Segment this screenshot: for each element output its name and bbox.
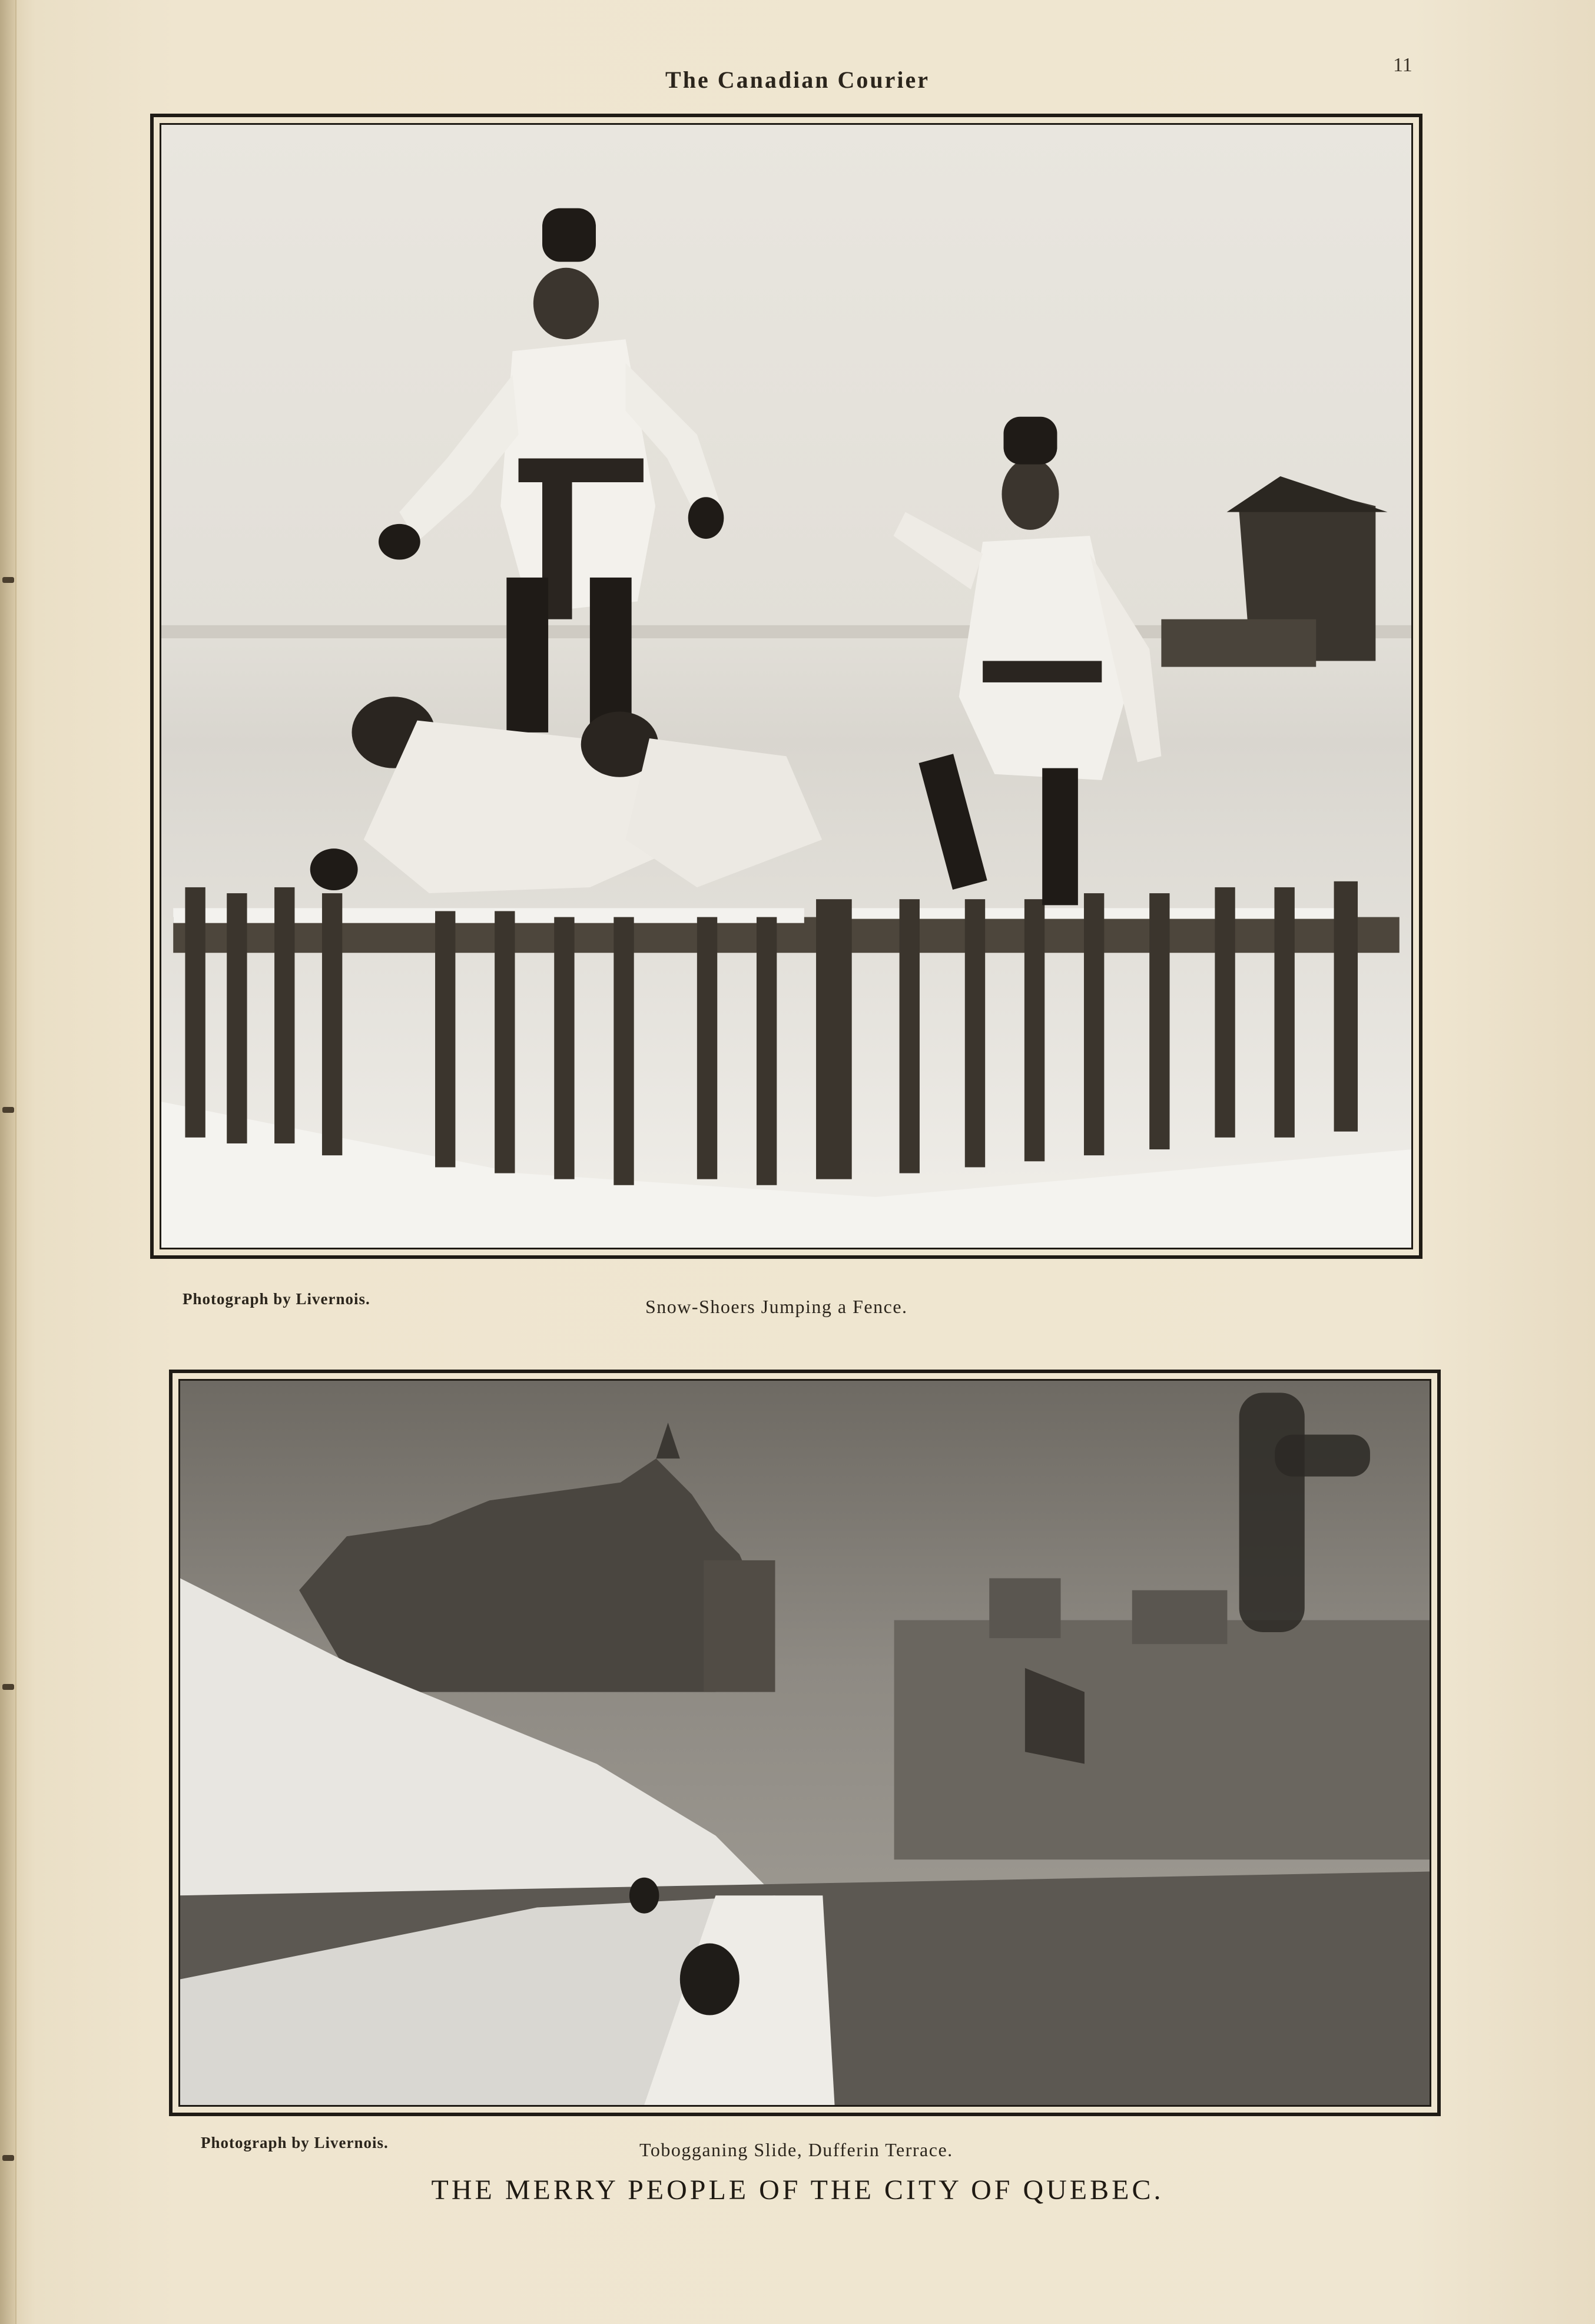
photo-credit-bottom: Photograph by Livernois. (201, 2134, 389, 2151)
binding-hole (2, 577, 14, 583)
binding-hole (2, 1684, 14, 1690)
page-main-title: THE MERRY PEOPLE OF THE CITY OF QUEBEC. (431, 2174, 1164, 2206)
page-number: 11 (1393, 54, 1412, 76)
photo-snowshoers (160, 123, 1413, 1249)
photo-snowshoers-frame (150, 114, 1422, 1259)
binding-hole (2, 1107, 14, 1113)
photo-caption-top: Snow-Shoers Jumping a Fence. (645, 1296, 908, 1317)
photo-snowshoers-illustration (161, 125, 1411, 1248)
photo-credit-top: Photograph by Livernois. (183, 1290, 370, 1308)
binding-edge (0, 0, 16, 2324)
binding-hole (2, 2155, 14, 2161)
publication-title: The Canadian Courier (665, 67, 930, 93)
photo-toboggan-frame (169, 1370, 1441, 2116)
photo-caption-bottom: Tobogganing Slide, Dufferin Terrace. (639, 2139, 953, 2160)
photo-toboggan (178, 1379, 1431, 2107)
photo-toboggan-illustration (180, 1381, 1430, 2105)
